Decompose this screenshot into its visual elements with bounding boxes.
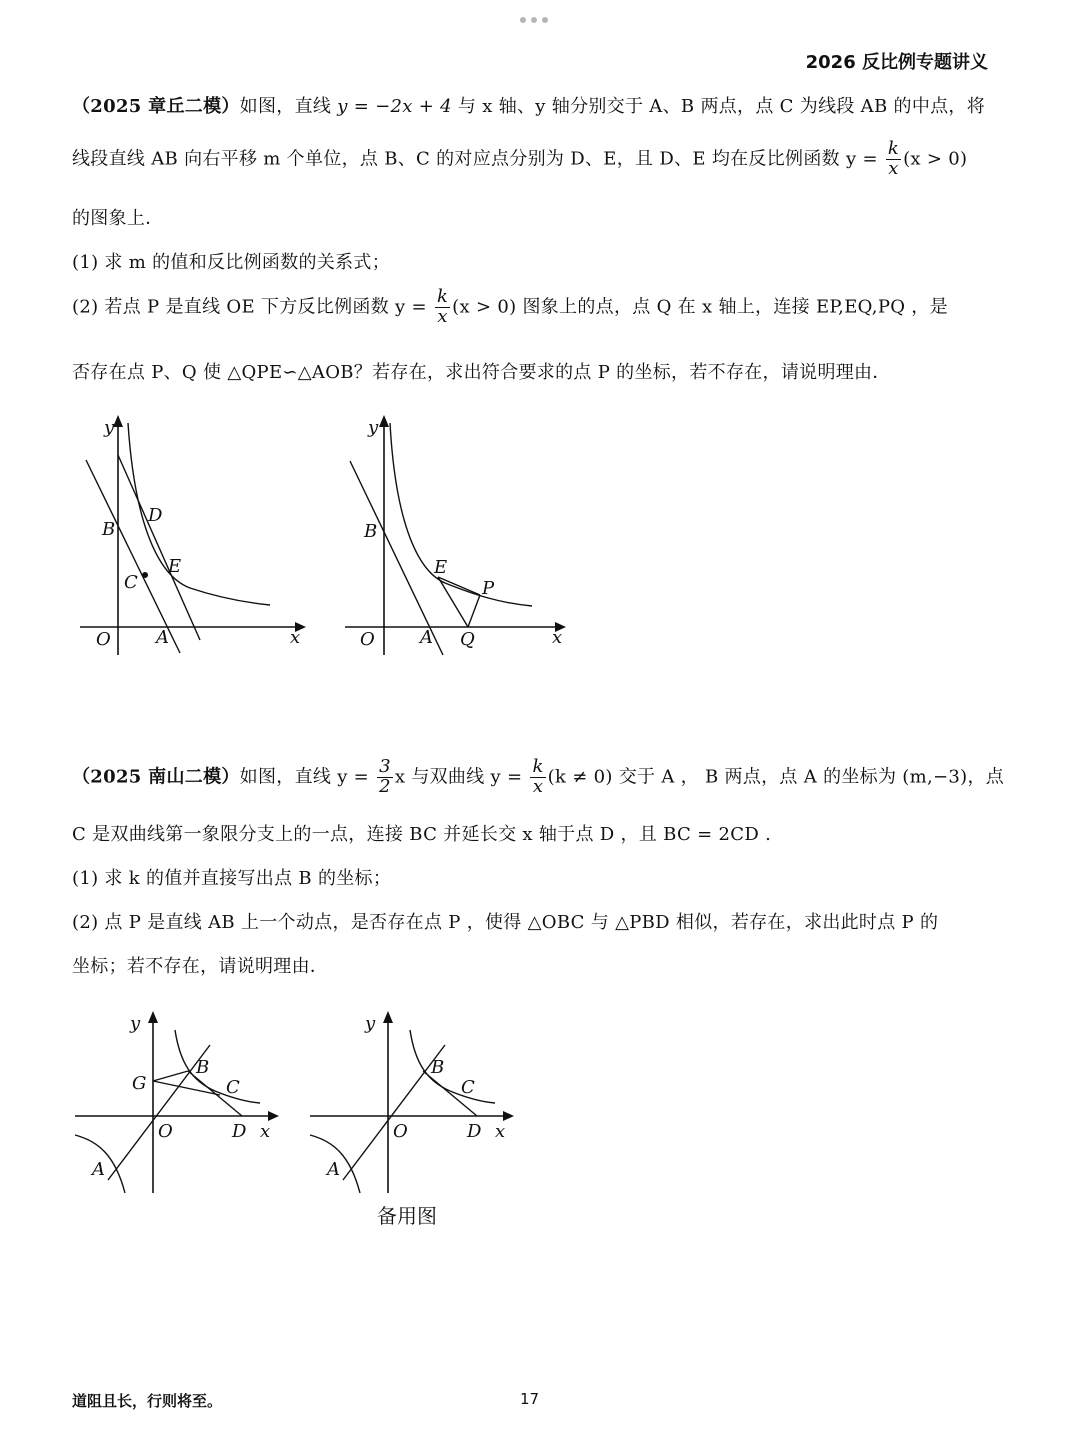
label-x: x [495,1121,506,1142]
label-e: E [434,557,448,578]
problem1-source: （2025 章丘二模） [72,96,240,117]
label-c: C [226,1077,240,1098]
problem1-question2: (2) 若点 P 是直线 OE 下方反比例函数 y = $\frac{k}{x}$ (x > 0) 图象上的点，点 Q 在 x 轴上，连接 EP,EQ,PQ ，是 [72,286,948,327]
problem2-question1: (1) 求 k 的值并直接写出点 B 的坐标； [72,868,392,889]
line-ab [108,1045,210,1180]
label-y: y [368,417,379,438]
problem1-line3: 的图象上． [72,208,164,229]
segment-eq [438,577,468,627]
label-o: O [158,1121,173,1142]
y-axis-arrow-icon [148,1011,158,1023]
label-c: C [461,1077,475,1098]
page-number: 17 [520,1390,540,1408]
problem2-line2: C 是双曲线第一象限分支上的一点，连接 BC 并延长交 x 轴于点 D ，且 BC = 2CD . [72,824,772,845]
problem1-question2-cont: 否存在点 P、Q 使 △QPE∽△AOB？若存在，求出符合要求的点 P 的坐标，若不存在，请说明理由． [72,362,891,383]
label-d: D [467,1121,482,1142]
label-y: y [365,1013,376,1034]
figure-4-diagram [305,1005,525,1200]
fraction-k-over-x: $\frac{k}{x}$ [436,286,449,327]
label-o: O [360,629,375,650]
fraction-3-over-2: $\frac{3}{2}$ [379,756,391,797]
label-c: C [124,572,138,593]
label-b: B [102,519,116,540]
label-a: A [327,1159,340,1180]
label-x: x [260,1121,271,1142]
label-a: A [420,627,433,648]
line-de [118,455,200,640]
label-o: O [393,1121,408,1142]
label-y: y [130,1013,141,1034]
hyperbola-branch-1 [410,1030,495,1103]
figure-1-diagram [70,405,310,665]
problem1-line1: （2025 章丘二模）如图，直线 y = −2x + 4 与 x 轴、y 轴分别交于 A、B 两点，点 C 为线段 AB 的中点，将 [72,96,986,117]
label-a: A [156,627,169,648]
label-d: D [148,505,163,526]
line-ab [343,1045,445,1180]
y-axis-arrow-icon [383,1011,393,1023]
label-o: O [96,629,111,650]
segment-ep [438,577,480,595]
label-a: A [92,1159,105,1180]
label-e: E [168,556,182,577]
fraction-k-over-x: $\frac{k}{x}$ [532,756,544,797]
figure-3-diagram [70,1005,290,1200]
figure-caption-spare: 备用图 [377,1204,437,1228]
line-ab [350,461,443,655]
segment-gb [153,1071,188,1081]
problem2-line1: （2025 南山二模）如图，直线 y = $\frac{3}{2}$ x 与双曲线 y = $\frac{k}{x}$ (k ≠ 0) 交于 A ， B 两点，点 A 的坐标为 (m,−3)，点 [72,756,1005,797]
problem1-line2: 线段直线 AB 向右平移 m 个单位，点 B、C 的对应点分别为 D、E，且 D、E 均在反比例函数 y = $\frac{k}{x}$ (x > 0) [72,138,968,179]
x-axis-arrow-icon [503,1111,514,1121]
more-options-icon[interactable] [520,8,560,18]
label-b: B [431,1057,445,1078]
problem2-source: （2025 南山二模） [72,766,240,788]
label-q: Q [460,629,475,650]
label-p: P [482,578,495,599]
label-y: y [104,417,115,438]
fraction-k-over-x: $\frac{k}{x}$ [887,138,900,179]
point-c [142,572,148,578]
label-b: B [196,1057,210,1078]
label-d: D [232,1121,247,1142]
x-axis-arrow-icon [268,1111,279,1121]
footer-motto: 道阻且长，行则将至。 [72,1392,223,1410]
problem2-question2: (2) 点 P 是直线 AB 上一个动点，是否存在点 P ，使得 △OBC 与 △PBD 相似，若存在，求出此时点 P 的 [72,912,939,933]
hyperbola-curve [390,423,532,606]
label-x: x [290,627,301,648]
problem1-question1: (1) 求 m 的值和反比例函数的关系式； [72,252,391,273]
problem2-question2-cont: 坐标；若不存在，请说明理由． [72,956,329,977]
figure-2-diagram [340,405,580,665]
label-b: B [364,521,378,542]
y-axis-arrow-icon [379,415,389,427]
label-g: G [132,1073,147,1094]
label-x: x [552,627,563,648]
segment-pq [468,595,480,627]
y-axis-arrow-icon [113,415,123,427]
page-header-title: 2026 反比例专题讲义 [805,52,988,73]
hyperbola-branch-1 [175,1030,260,1103]
